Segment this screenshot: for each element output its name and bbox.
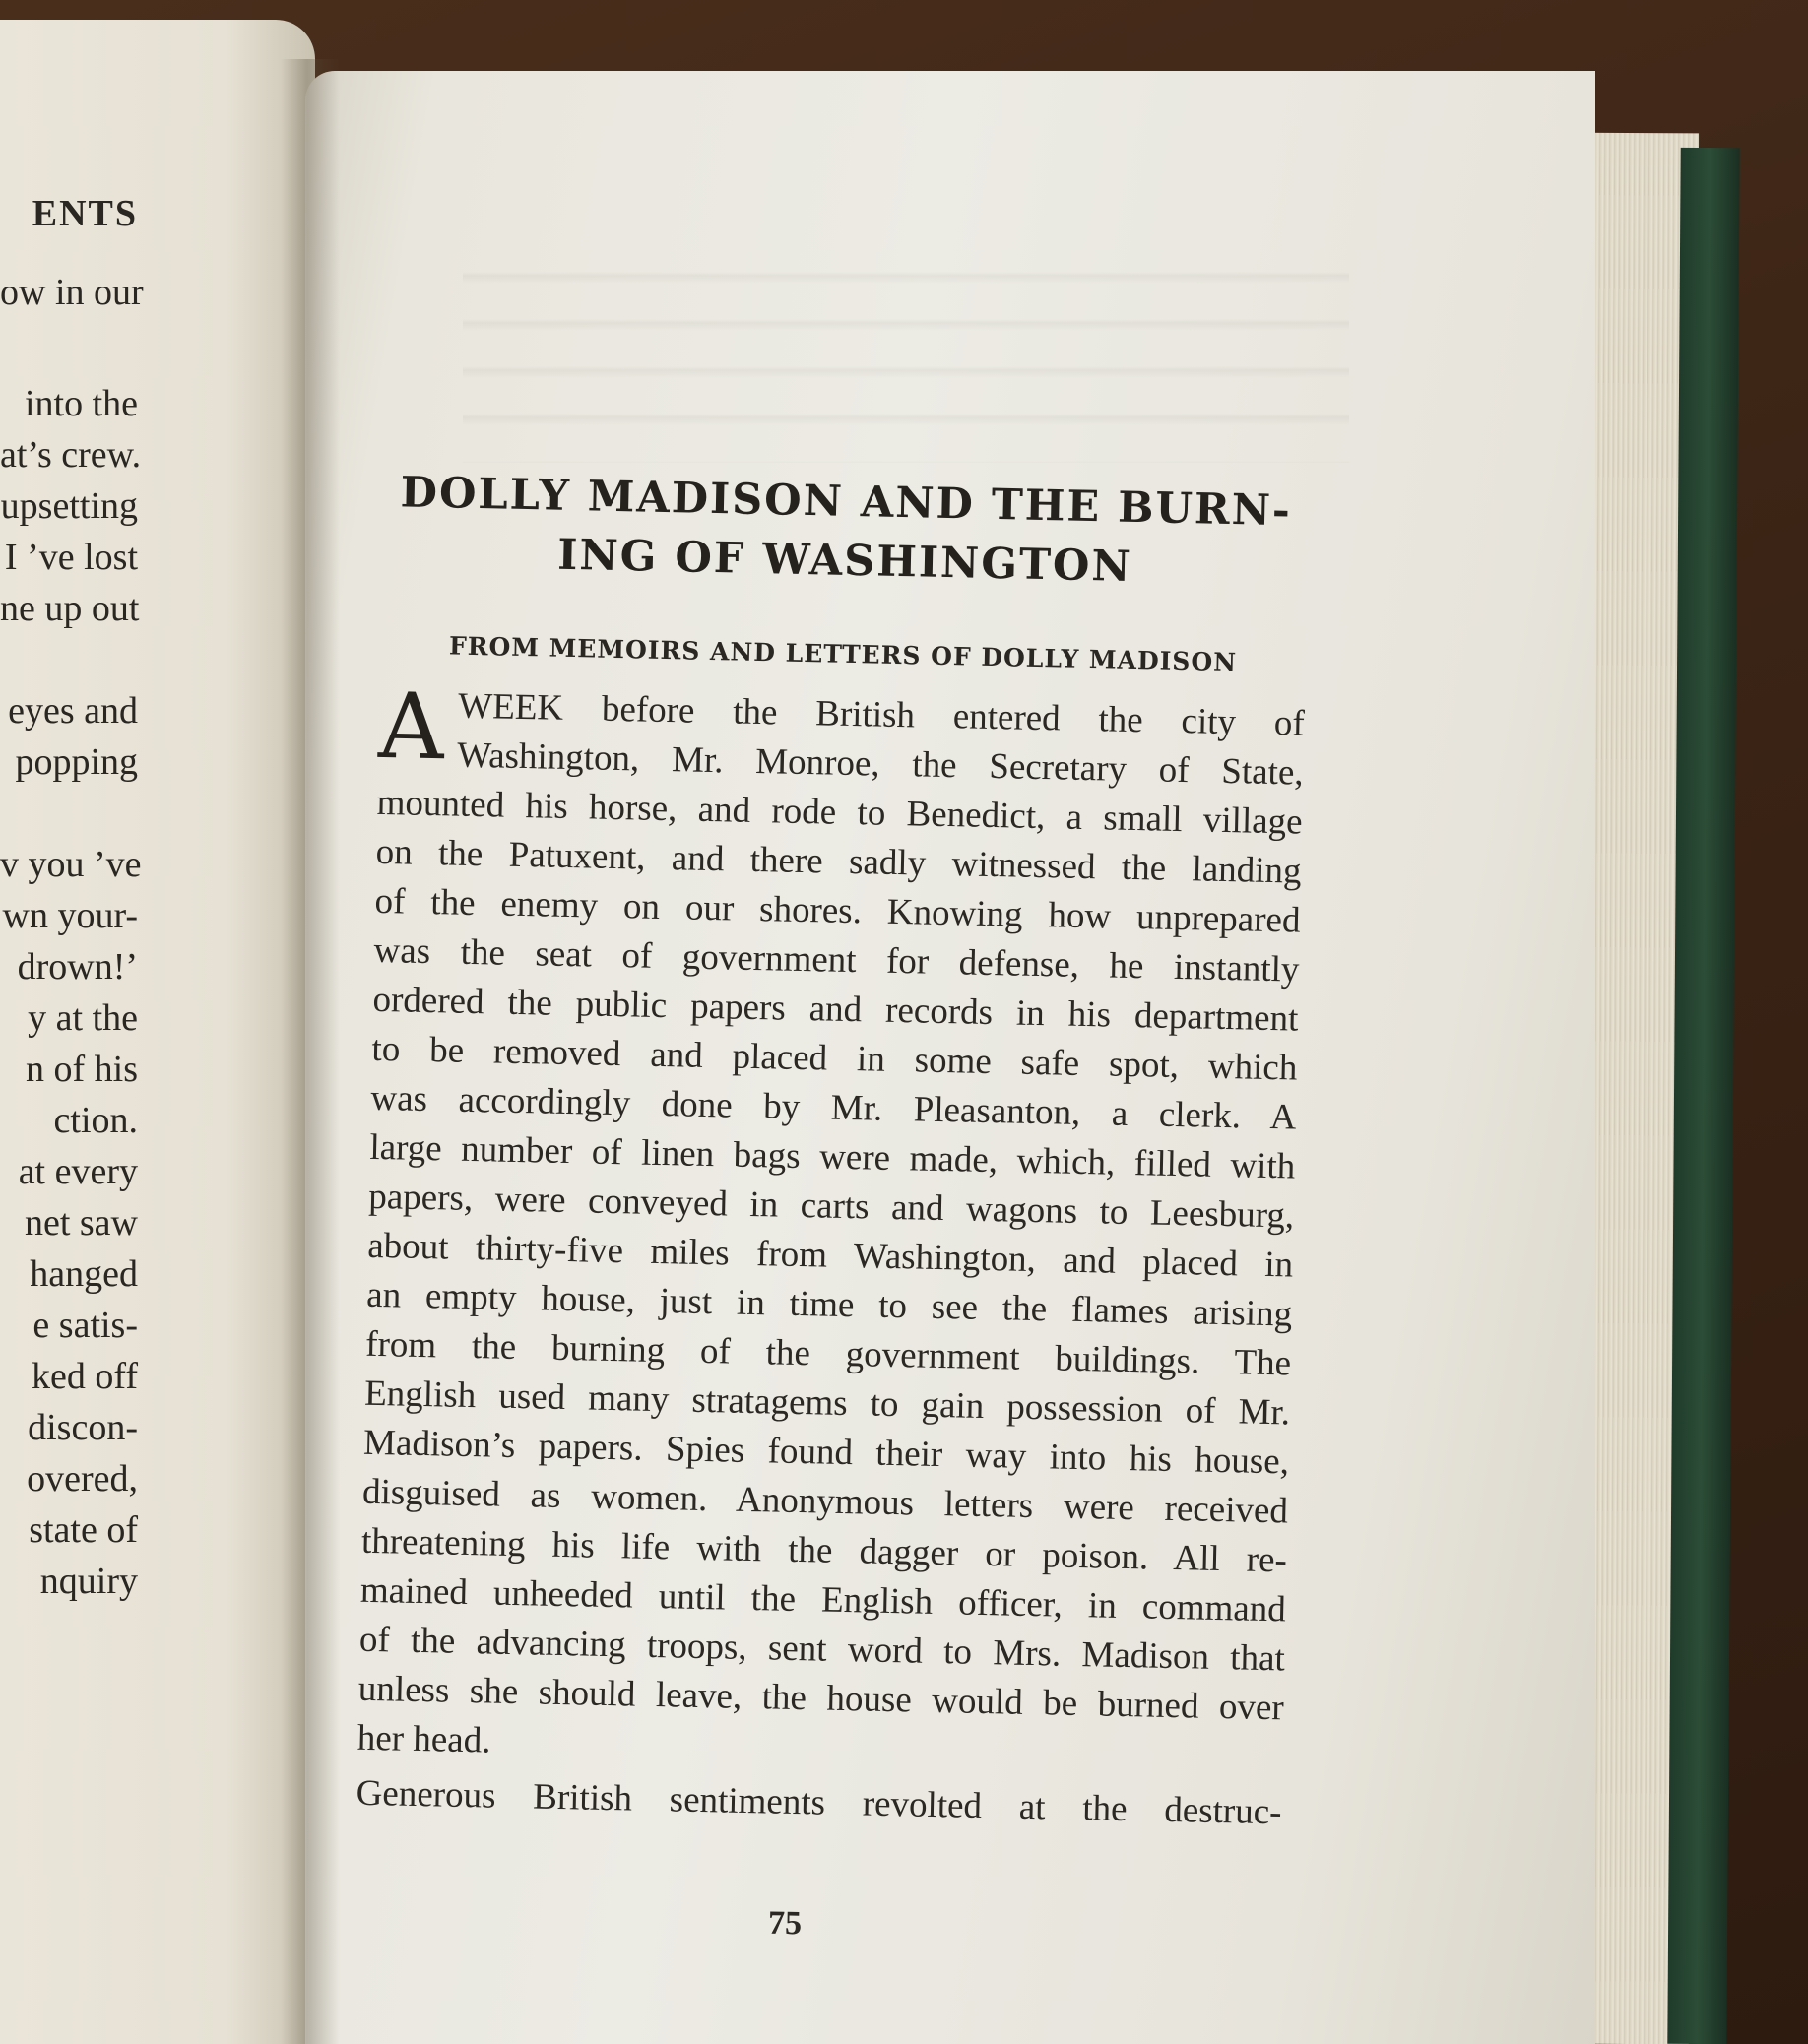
left-line: state of <box>29 1509 138 1551</box>
body-line: mained unheeded until the English officer, in command <box>359 1569 1287 1630</box>
body-line: was accordingly done by Mr. Pleasanton, a clerk. A <box>370 1077 1297 1138</box>
left-line: popping <box>15 741 138 783</box>
left-line: drown!’ <box>17 946 138 988</box>
left-line: hanged <box>30 1253 138 1295</box>
left-page <box>0 20 315 2044</box>
left-line: upsetting <box>0 485 138 527</box>
body-line: unless she should leave, the house would be burned over <box>357 1668 1285 1729</box>
body-line: of the advancing troops, sent word to Mrs. Madison that <box>358 1619 1286 1680</box>
body-line: WEEK before the British entered the city of <box>457 685 1306 744</box>
book-cover-edge <box>1667 148 1739 2044</box>
body-line: of the enemy on our shores. Knowing how unprepared <box>374 880 1301 941</box>
left-line: wn your- <box>2 895 138 936</box>
left-line: ked off <box>32 1356 138 1397</box>
body-line: about thirty-five miles from Washington, and placed in <box>366 1225 1294 1286</box>
body-line: disguised as women. Anonymous letters were received <box>361 1471 1289 1532</box>
body-line: to be removed and placed in some safe spot, which <box>371 1028 1298 1089</box>
body-line: threatening his life with the dagger or poison. All re- <box>360 1520 1288 1581</box>
chapter-subtitle: FROM MEMOIRS AND LETTERS OF DOLLY MADISON <box>448 631 1238 677</box>
first-paragraph <box>356 672 1306 1782</box>
left-line: net saw <box>24 1202 138 1244</box>
book-gutter-shadow <box>281 59 340 2044</box>
left-line: eyes and <box>8 690 138 732</box>
body-line: was the seat of government for defense, he instantly <box>373 929 1300 990</box>
body-line: papers, were conveyed in carts and wagons to Leesburg, <box>367 1176 1295 1237</box>
left-line: at every <box>18 1151 138 1192</box>
left-line: y at the <box>28 997 138 1039</box>
body-line: Madison’s papers. Spies found their way into his house, <box>362 1422 1290 1483</box>
body-line: an empty house, just in time to see the flames arising <box>365 1274 1293 1335</box>
body-line: on the Patuxent, and there sadly witnessed the landing <box>375 831 1302 892</box>
left-line: I ’ve lost <box>4 537 138 578</box>
page-number: 75 <box>767 1904 803 1943</box>
left-line: v you ’ve <box>0 844 142 885</box>
body-line: ordered the public papers and records in his department <box>372 979 1299 1040</box>
left-line: discon- <box>28 1407 138 1448</box>
body-line: her head. <box>356 1717 491 1761</box>
left-line: overed, <box>27 1458 138 1500</box>
left-line: nquiry <box>39 1561 138 1602</box>
left-line: ne up out <box>0 588 140 629</box>
drop-cap: A <box>377 672 445 781</box>
left-line: at’s crew. <box>0 434 142 476</box>
left-line: n of his <box>26 1049 138 1090</box>
chapter-title-line-2: ING OF WASHINGTON <box>556 530 1133 592</box>
chapter-text-block <box>355 463 1310 1837</box>
left-page-header: ENTS <box>32 193 138 234</box>
second-paragraph-line: Generous British sentiments revolted at the destruc- <box>355 1772 1282 1833</box>
body-line: from the burning of the government buildings. The <box>364 1323 1292 1384</box>
body-line: large number of linen bags were made, which, filled with <box>369 1126 1296 1187</box>
chapter-title-line-1: DOLLY MADISON AND THE BURN- <box>400 468 1293 537</box>
left-line: into the <box>24 383 138 424</box>
left-line: e satis- <box>32 1305 138 1346</box>
left-line: ow in our <box>0 272 144 313</box>
body-line: mounted his horse, and rode to Benedict, a small village <box>376 782 1303 843</box>
left-line: ction. <box>53 1100 138 1141</box>
body-line: English used many stratagems to gain possession of Mr. <box>363 1373 1291 1434</box>
show-through-text <box>463 236 1349 463</box>
body-line: Washington, Mr. Monroe, the Secretary of State, <box>456 735 1305 794</box>
